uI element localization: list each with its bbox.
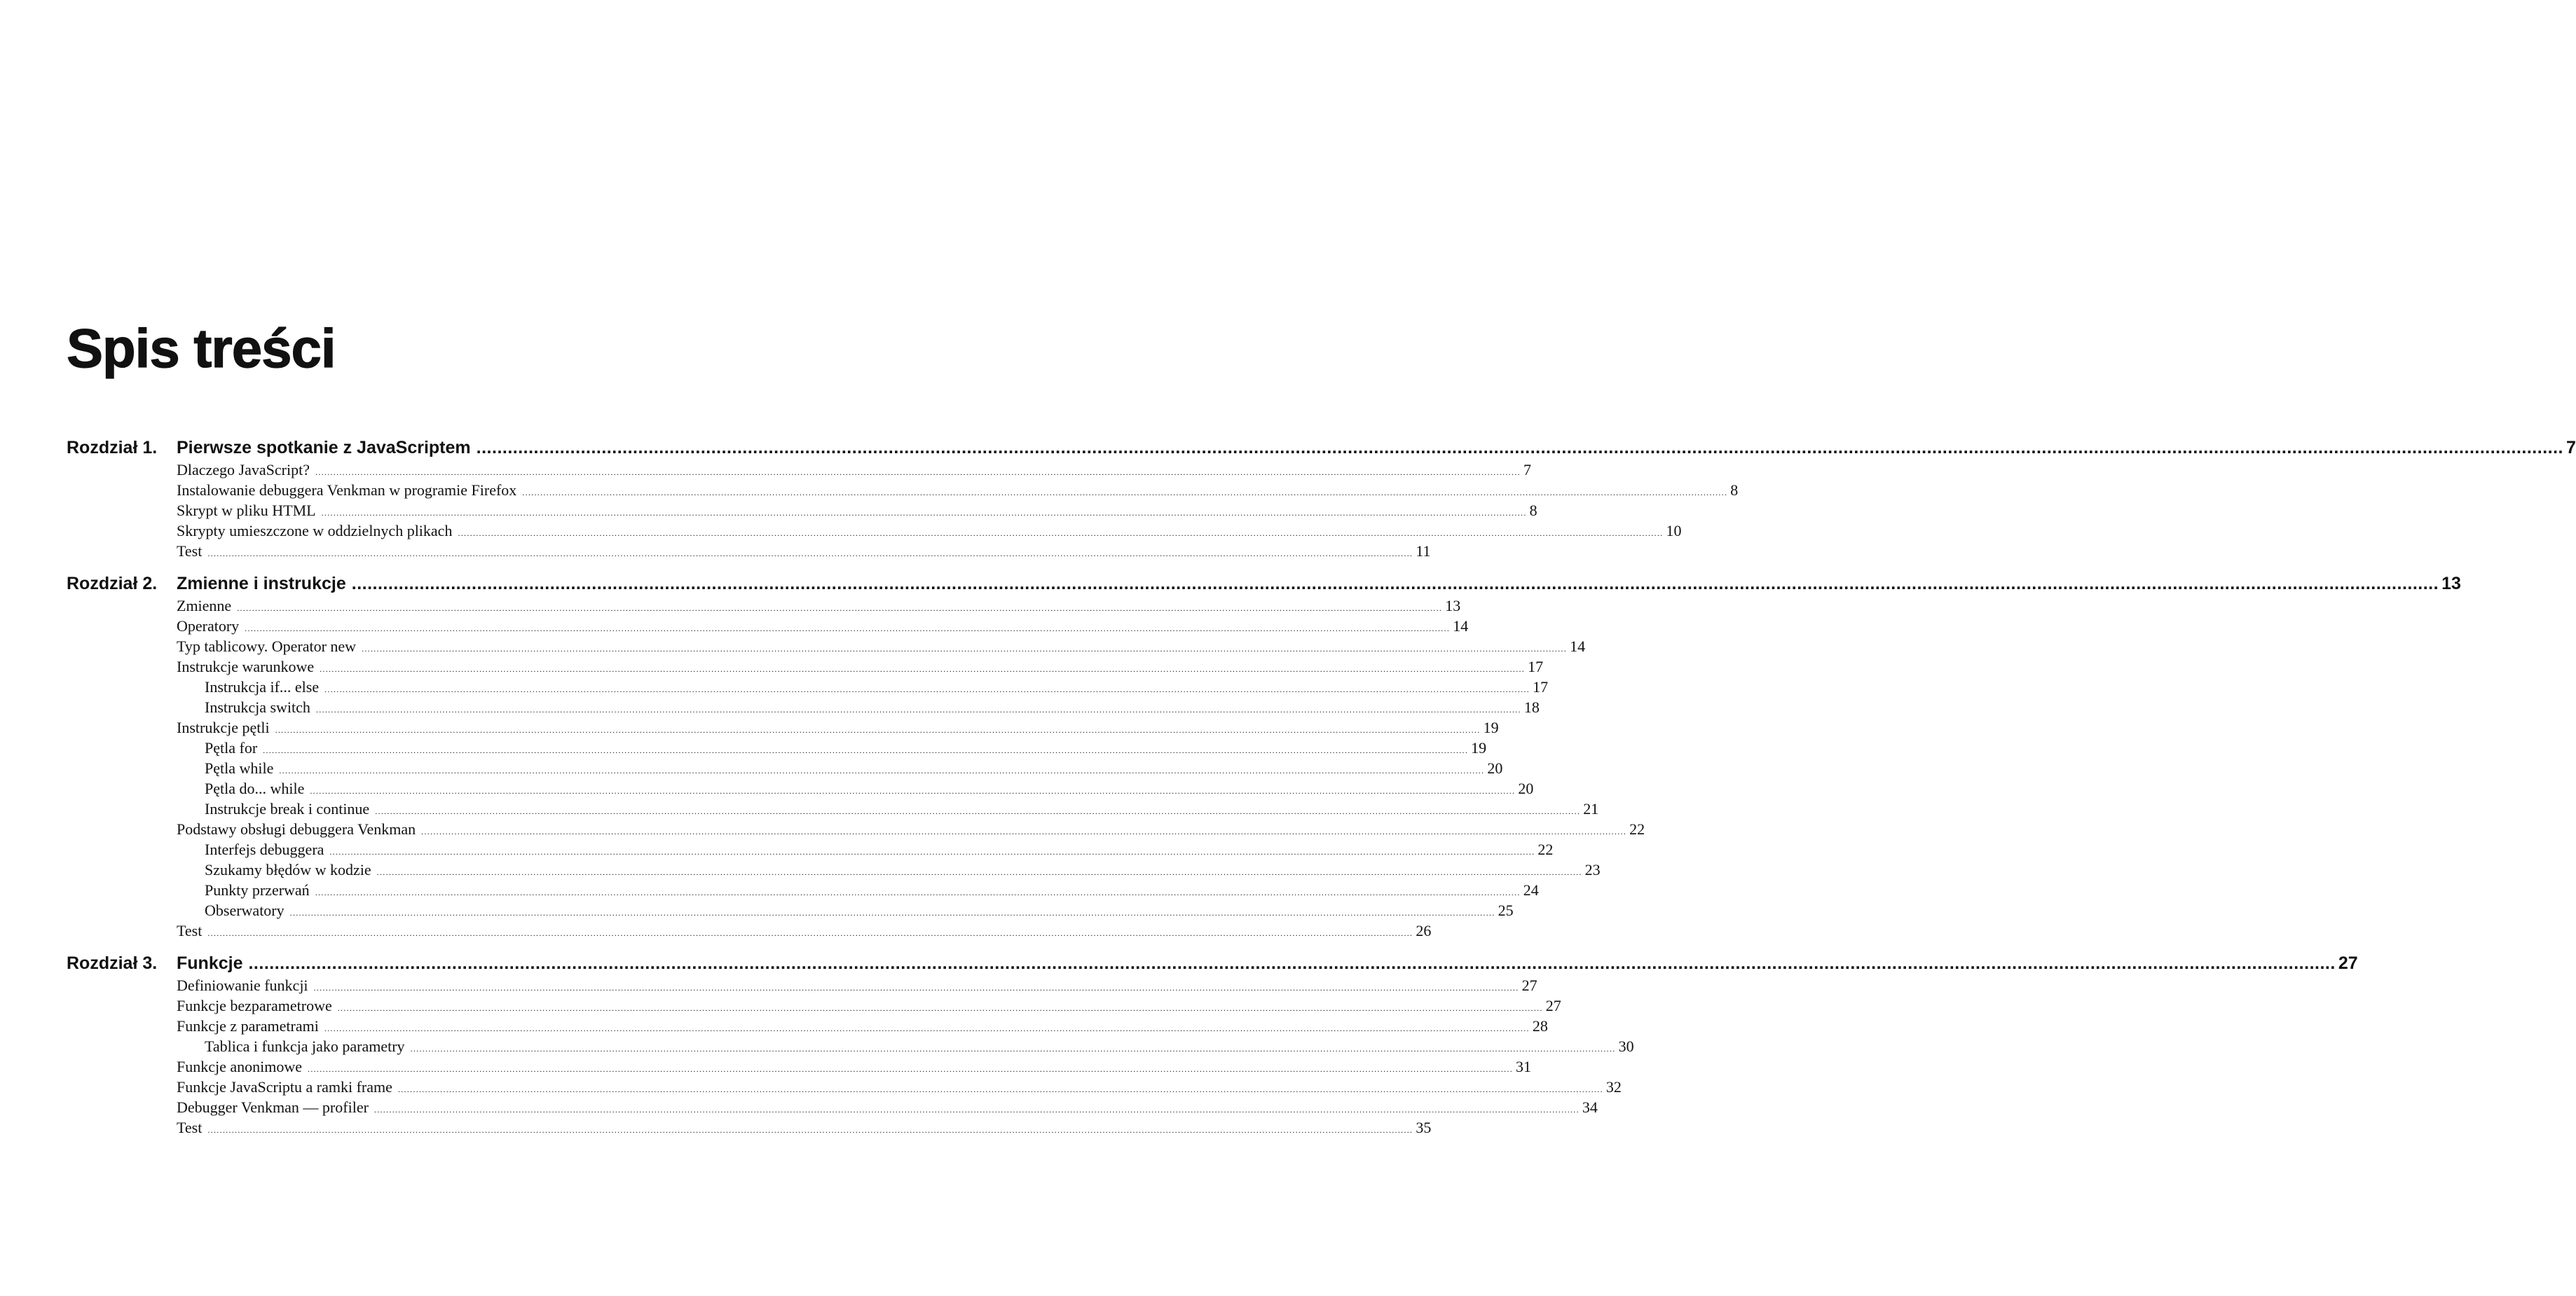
chapter-title: Funkcje [177, 953, 243, 973]
entry-title: Tablica i funkcja jako parametry [205, 1038, 405, 1055]
dot-leader: ................................................................................................................................................................................................................................................................................................................................................................................................................ [324, 684, 1530, 694]
entry-title: Funkcje z parametrami [177, 1017, 319, 1035]
toc-entry [177, 1036, 1634, 1056]
toc-entry [177, 799, 1599, 819]
entry-title: Pętla for [205, 739, 258, 757]
toc-entry [177, 900, 1514, 921]
entry-page-number: 8 [1730, 481, 1739, 499]
dot-leader: ................................................................................................................................................................................................................................................................................................................................................................................................................ [458, 528, 1664, 538]
chapter-block [67, 572, 2461, 941]
toc-entry [177, 758, 1503, 778]
dot-leader: ................................................................................................................................................................................................................................................................................................................................................................................................................ [522, 488, 1728, 497]
toc-entry [177, 717, 1499, 738]
entry-page-number: 23 [1584, 861, 1601, 878]
chapter-page-number: 27 [2338, 953, 2358, 973]
toc-entry [177, 677, 1549, 697]
entry-page-number: 17 [1533, 678, 1549, 696]
dot-leader: ................................................................................................................................................................................................................................................................................................................................................................................................................ [308, 1064, 1514, 1074]
toc-entry [177, 1077, 1622, 1097]
dot-leader: ................................................................................................................................................................................................................................................................................................................................................................................................................ [337, 1003, 1543, 1013]
entry-page-number: 19 [1471, 739, 1487, 757]
entry-title: Instrukcja if... else [205, 678, 320, 696]
dot-leader: ................................................................................................................................................................................................................................................................................................................................................................................................................ [476, 438, 2563, 457]
entry-page-number: 14 [1453, 617, 1469, 635]
chapter-heading [177, 572, 2461, 595]
entry-title: Test [177, 542, 203, 560]
toc-entry [177, 880, 1539, 900]
entry-title: Instrukcje pętli [177, 719, 270, 736]
dot-leader: ................................................................................................................................................................................................................................................................................................................................................................................................................ [324, 1023, 1530, 1033]
entry-title: Definiowanie funkcji [177, 977, 308, 994]
toc-entry [177, 697, 1540, 717]
entry-page-number: 8 [1529, 502, 1537, 519]
entry-title: Funkcje bezparametrowe [177, 997, 332, 1014]
toc-entry [177, 995, 1561, 1016]
entry-page-number: 22 [1629, 820, 1645, 838]
dot-leader: ................................................................................................................................................................................................................................................................................................................................................................................................................ [315, 467, 1521, 477]
entry-title: Pętla do... while [205, 780, 305, 797]
dot-leader: ................................................................................................................................................................................................................................................................................................................................................................................................................ [289, 908, 1495, 918]
entry-page-number: 7 [1523, 461, 1531, 478]
entry-title: Punkty przerwań [205, 881, 310, 899]
dot-leader: ................................................................................................................................................................................................................................................................................................................................................................................................................ [421, 827, 1627, 836]
entry-page-number: 21 [1583, 800, 1599, 818]
dot-leader: ................................................................................................................................................................................................................................................................................................................................................................................................................ [375, 806, 1581, 816]
toc-entry [177, 778, 1534, 799]
entry-title: Instrukcje warunkowe [177, 658, 315, 675]
entry-page-number: 22 [1537, 841, 1554, 858]
entry-page-number: 27 [1545, 997, 1561, 1014]
entry-title: Skrypt w pliku HTML [177, 502, 316, 519]
entry-title: Funkcje JavaScriptu a ramki frame [177, 1078, 392, 1096]
dot-leader: ................................................................................................................................................................................................................................................................................................................................................................................................................ [207, 1125, 1413, 1135]
dot-leader: ................................................................................................................................................................................................................................................................................................................................................................................................................ [237, 603, 1443, 613]
entry-page-number: 24 [1523, 881, 1539, 899]
entry-title: Typ tablicowy. Operator new [177, 637, 357, 655]
entry-page-number: 14 [1570, 637, 1586, 655]
entry-page-number: 26 [1416, 922, 1432, 939]
dot-leader: ................................................................................................................................................................................................................................................................................................................................................................................................................ [248, 953, 2336, 973]
toc-entry [177, 860, 1601, 880]
toc-entry [177, 521, 1682, 541]
chapter-label: Rozdział 2. [67, 574, 158, 593]
entry-title: Szukamy błędów w kodzie [205, 861, 371, 878]
entry-title: Debugger Venkman — profiler [177, 1098, 369, 1116]
toc-entry [177, 1056, 1532, 1077]
chapter-body [177, 572, 2461, 941]
entry-page-number: 34 [1582, 1098, 1598, 1116]
entry-title: Podstawy obsługi debuggera Venkman [177, 820, 416, 838]
dot-leader: ................................................................................................................................................................................................................................................................................................................................................................................................................ [279, 766, 1485, 775]
entry-page-number: 30 [1618, 1038, 1634, 1055]
chapter-page-number: 7 [2565, 438, 2576, 457]
dot-leader: ................................................................................................................................................................................................................................................................................................................................................................................................................ [207, 928, 1413, 938]
entry-page-number: 10 [1666, 522, 1682, 539]
entry-page-number: 31 [1516, 1058, 1532, 1075]
toc-entry [177, 636, 1586, 656]
toc-entry [177, 975, 1537, 995]
chapter-title: Zmienne i instrukcje [177, 574, 346, 593]
dot-leader: ................................................................................................................................................................................................................................................................................................................................................................................................................ [207, 549, 1413, 558]
entry-title: Zmienne [177, 597, 232, 614]
entry-title: Instalowanie debuggera Venkman w programie Firefox [177, 481, 517, 499]
dot-leader: ................................................................................................................................................................................................................................................................................................................................................................................................................ [275, 725, 1481, 735]
chapter-block [67, 951, 2358, 1138]
dot-leader: ................................................................................................................................................................................................................................................................................................................................................................................................................ [329, 847, 1535, 857]
entry-title: Pętla while [205, 759, 274, 777]
toc-entry [177, 541, 1431, 561]
entry-title: Instrukcje break i continue [205, 800, 370, 818]
chapter-block [67, 436, 2576, 561]
entry-page-number: 13 [1445, 597, 1461, 614]
toc-entry [177, 1117, 1432, 1138]
chapter-heading [177, 951, 2358, 975]
toc-entry [177, 819, 1645, 839]
entry-title: Test [177, 922, 203, 939]
toc-entry [177, 656, 1544, 677]
toc-entry [177, 839, 1554, 860]
entry-page-number: 17 [1528, 658, 1544, 675]
dot-leader: ................................................................................................................................................................................................................................................................................................................................................................................................................ [315, 705, 1521, 715]
dot-leader: ................................................................................................................................................................................................................................................................................................................................................................................................................ [351, 574, 2439, 593]
chapter-body [177, 436, 2576, 561]
dot-leader: ................................................................................................................................................................................................................................................................................................................................................................................................................ [376, 867, 1582, 877]
chapter-heading [177, 436, 2576, 460]
toc-entry [177, 595, 1461, 616]
entry-page-number: 28 [1532, 1017, 1548, 1035]
entry-title: Skrypty umieszczone w oddzielnych plikach [177, 522, 453, 539]
dot-leader: ................................................................................................................................................................................................................................................................................................................................................................................................................ [374, 1105, 1580, 1115]
toc-entry [177, 460, 1531, 480]
entry-title: Instrukcja switch [205, 698, 310, 716]
dot-leader: ................................................................................................................................................................................................................................................................................................................................................................................................................ [410, 1044, 1616, 1054]
dot-leader: ................................................................................................................................................................................................................................................................................................................................................................................................................ [245, 623, 1451, 633]
dot-leader: ................................................................................................................................................................................................................................................................................................................................................................................................................ [313, 983, 1519, 993]
entry-title: Dlaczego JavaScript? [177, 461, 310, 478]
dot-leader: ................................................................................................................................................................................................................................................................................................................................................................................................................ [315, 888, 1521, 897]
toc-entry [177, 1097, 1598, 1117]
entry-page-number: 27 [1521, 977, 1537, 994]
dot-leader: ................................................................................................................................................................................................................................................................................................................................................................................................................ [310, 786, 1516, 796]
toc-entry [177, 616, 1469, 636]
entry-title: Funkcje anonimowe [177, 1058, 303, 1075]
dot-leader: ................................................................................................................................................................................................................................................................................................................................................................................................................ [263, 745, 1469, 755]
dot-leader: ................................................................................................................................................................................................................................................................................................................................................................................................................ [397, 1084, 1603, 1094]
dot-leader: ................................................................................................................................................................................................................................................................................................................................................................................................................ [321, 508, 1527, 518]
entry-page-number: 18 [1523, 698, 1540, 716]
entry-page-number: 35 [1416, 1119, 1432, 1136]
chapter-label: Rozdział 1. [67, 438, 158, 457]
dot-leader: ................................................................................................................................................................................................................................................................................................................................................................................................................ [320, 664, 1526, 674]
entry-page-number: 11 [1416, 542, 1431, 560]
entry-title: Operatory [177, 617, 240, 635]
entry-page-number: 25 [1498, 902, 1514, 919]
toc-entry [177, 480, 1739, 500]
entry-page-number: 32 [1605, 1078, 1622, 1096]
toc-entry [177, 921, 1432, 941]
entry-title: Interfejs debuggera [205, 841, 324, 858]
dot-leader: ................................................................................................................................................................................................................................................................................................................................................................................................................ [362, 644, 1568, 654]
entry-title: Test [177, 1119, 203, 1136]
chapter-body [177, 951, 2358, 1138]
table-of-contents [67, 436, 2576, 1138]
entry-page-number: 20 [1518, 780, 1534, 797]
entry-page-number: 20 [1487, 759, 1503, 777]
chapter-page-number: 13 [2441, 574, 2461, 593]
toc-entry [177, 738, 1487, 758]
toc-entry [177, 500, 1537, 521]
chapter-label: Rozdział 3. [67, 953, 158, 973]
entry-page-number: 19 [1483, 719, 1499, 736]
toc-entry [177, 1016, 1548, 1036]
entry-title: Obserwatory [205, 902, 285, 919]
page-title: Spis treści [67, 317, 336, 379]
chapter-title: Pierwsze spotkanie z JavaScriptem [177, 438, 471, 457]
